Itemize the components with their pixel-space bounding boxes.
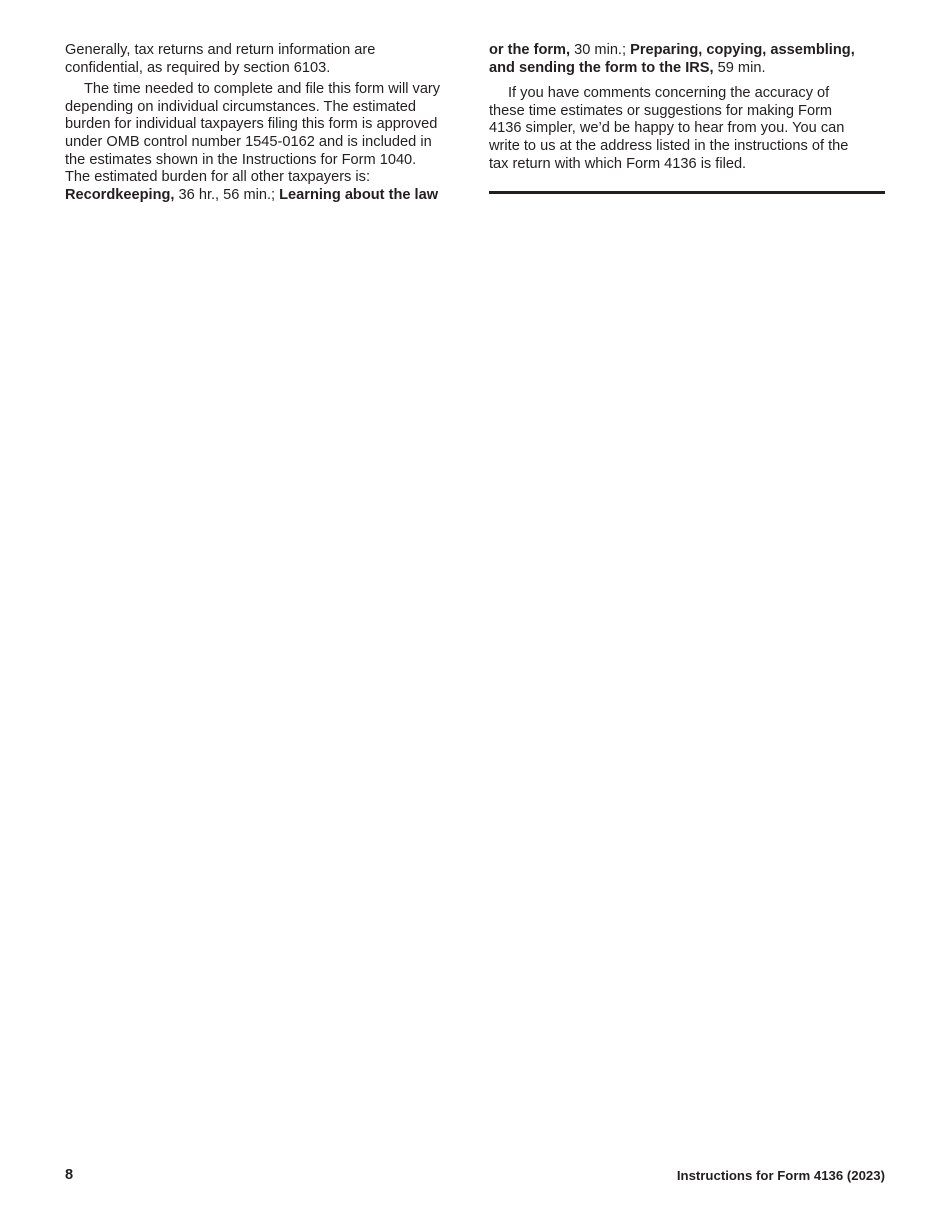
text-line: burden for individual taxpayers filing this form is approved	[65, 116, 438, 133]
text-line: tax return with which Form 4136 is filed.	[489, 155, 747, 172]
preparing-label: Preparing, copying, assembling,	[630, 42, 855, 58]
text-line: these time estimates or suggestions for making Form	[489, 102, 833, 119]
burden-estimates-line	[65, 187, 465, 205]
text-line: depending on individual circumstances. The estimated	[65, 98, 416, 115]
text-line: Generally, tax returns and return information are	[65, 42, 376, 58]
learning-label: Learning about the law	[279, 186, 439, 203]
comments-paragraph	[489, 85, 885, 173]
preparing-value: 59 min.	[713, 59, 766, 76]
learning-value: 30 min.;	[570, 42, 631, 58]
section-end-rule	[489, 191, 885, 194]
learning-label-continued: or the form,	[489, 42, 571, 58]
document-title: Instructions for Form 4136 (2023)	[676, 1168, 885, 1183]
confidentiality-paragraph	[65, 42, 465, 77]
text-line	[489, 60, 885, 78]
preparing-label-continued: and sending the form to the IRS,	[489, 59, 714, 76]
text-line: under OMB control number 1545-0162 and is included in	[65, 133, 432, 150]
text-line: confidential, as required by section 6103.	[65, 59, 331, 76]
page-number: 8	[65, 1167, 74, 1183]
left-column	[65, 42, 465, 204]
text-line: The time needed to complete and file this form will vary	[84, 81, 441, 98]
text-line: If you have comments concerning the accuracy of	[508, 85, 830, 102]
text-line: The estimated burden for all other taxpayers is:	[65, 169, 371, 186]
recordkeeping-label: Recordkeeping,	[65, 186, 175, 203]
time-burden-paragraph	[65, 81, 465, 204]
text-line: 4136 simpler, we’d be happy to hear from you. You can	[489, 120, 845, 137]
text-line	[489, 42, 885, 60]
text-line: the estimates shown in the Instructions for Form 1040.	[65, 151, 417, 168]
text-line: write to us at the address listed in the instructions of the	[489, 137, 849, 154]
burden-continued-paragraph	[489, 42, 885, 77]
recordkeeping-value: 36 hr., 56 min.;	[174, 186, 280, 203]
right-column	[489, 42, 885, 173]
